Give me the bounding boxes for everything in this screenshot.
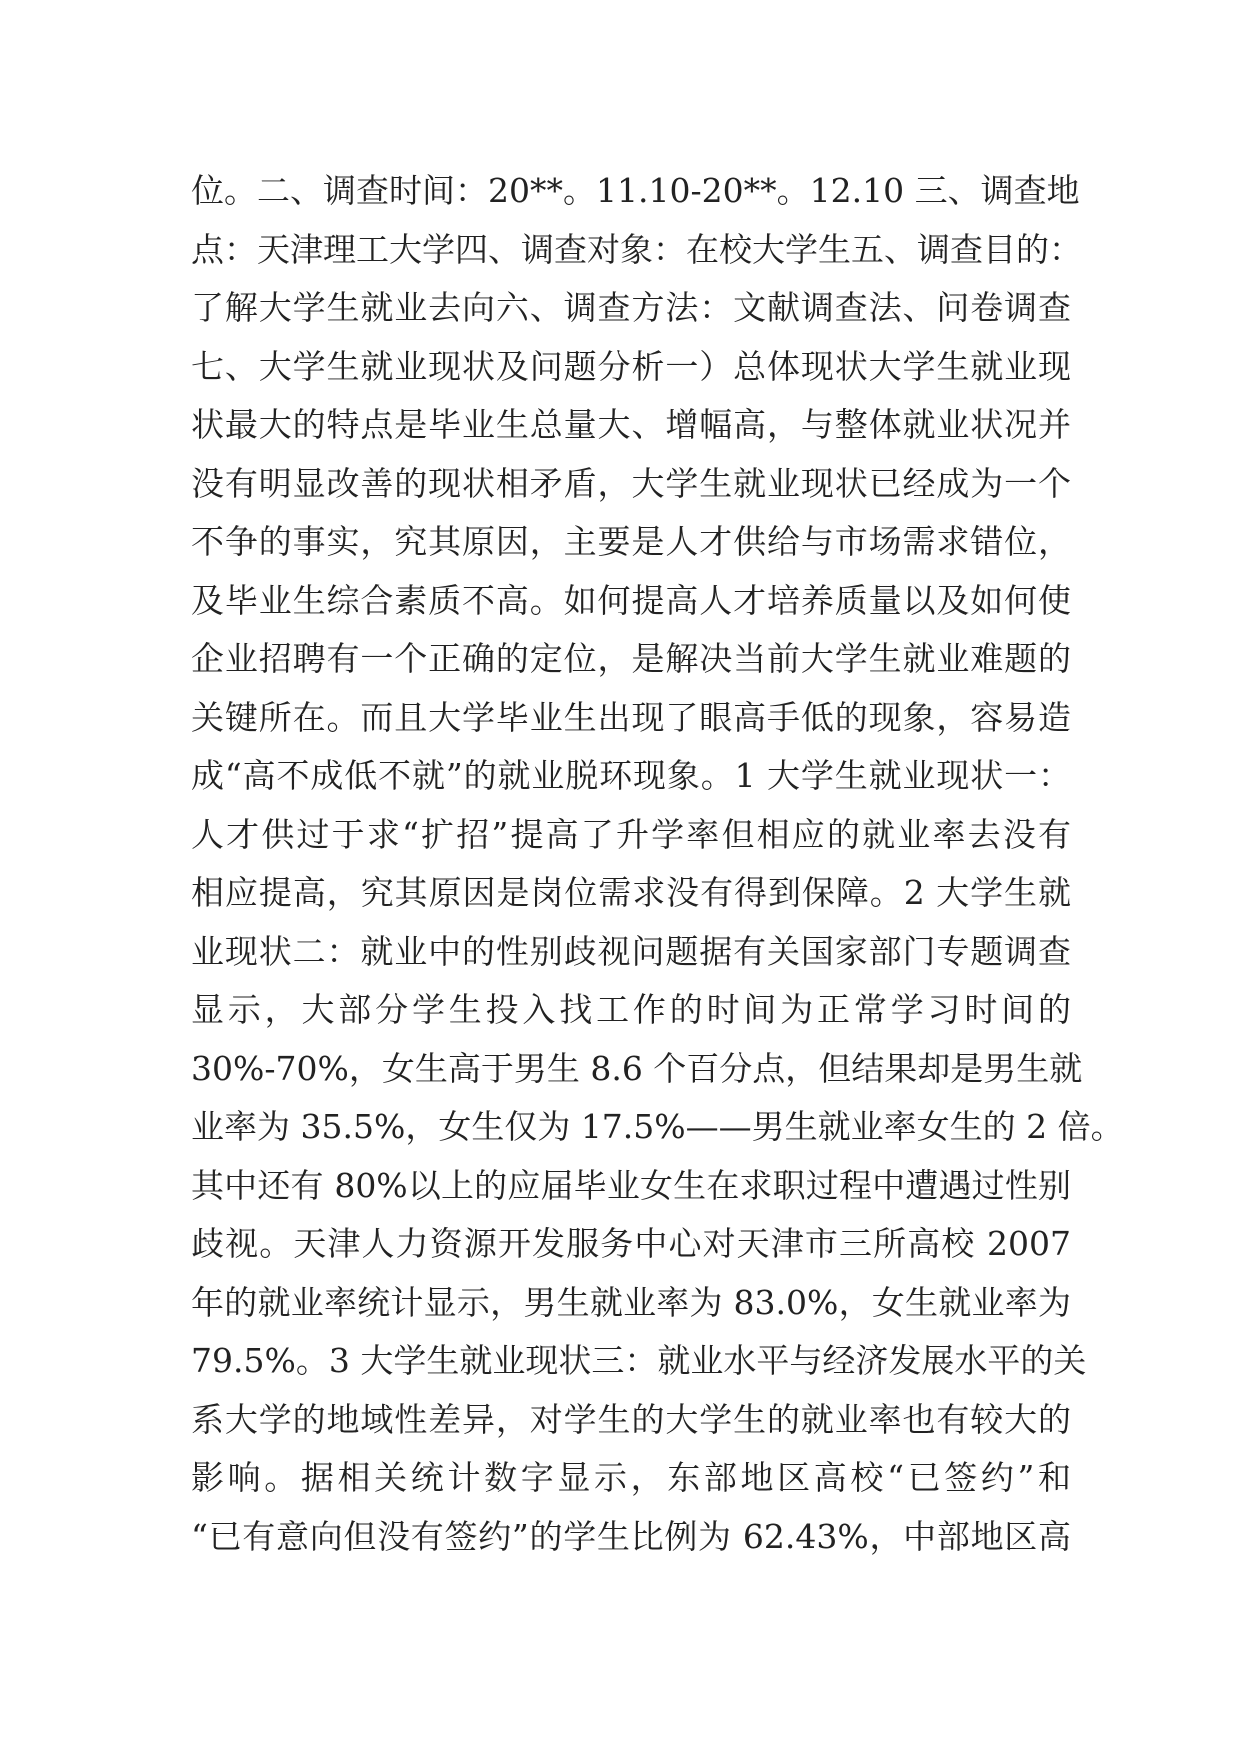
text-line: 及毕业生综合素质不高。如何提高人才培养质量以及如何使	[191, 580, 1071, 620]
text-line: 显示，大部分学生投入找工作的时间为正常学习时间的	[191, 990, 1071, 1029]
text-line: 其中还有 80%以上的应届毕业女生在求职过程中遭遇过性别	[191, 1165, 1071, 1205]
text-line: 企业招聘有一个正确的定位，是解决当前大学生就业难题的	[191, 639, 1071, 678]
text-line: 七、大学生就业现状及问题分析一）总体现状大学生就业现	[191, 346, 1071, 386]
text-line: 状最大的特点是毕业生总量大、增幅高，与整体就业状况并	[191, 405, 1071, 444]
text-line: 人才供过于求“扩招”提高了升学率但相应的就业率去没有	[191, 814, 1071, 854]
text-line: 79.5%。3 大学生就业现状三：就业水平与经济发展水平的关	[191, 1341, 1087, 1380]
text-line: 30%-70%，女生高于男生 8.6 个百分点，但结果却是男生就	[191, 1048, 1083, 1088]
text-line: “已有意向但没有签约”的学生比例为 62.43%，中部地区高	[191, 1516, 1071, 1556]
text-line: 业率为 35.5%，女生仅为 17.5%——男生就业率女生的 2 倍。	[191, 1107, 1124, 1146]
text-line: 歧视。天津人力资源开发服务中心对天津市三所高校 2007	[191, 1224, 1071, 1263]
text-line: 系大学的地域性差异，对学生的大学生的就业率也有较大的	[191, 1399, 1071, 1439]
text-line: 点：天津理工大学四、调查对象：在校大学生五、调查目的：	[191, 229, 1082, 269]
document-body	[191, 162, 1124, 1566]
text-line: 业现状二：就业中的性别歧视问题据有关国家部门专题调查	[191, 931, 1071, 971]
text-line: 影响。据相关统计数字显示，东部地区高校“已签约”和	[191, 1458, 1071, 1497]
text-line: 年的就业率统计显示，男生就业率为 83.0%，女生就业率为	[191, 1282, 1071, 1322]
text-line: 成“高不成低不就”的就业脱环现象。1 大学生就业现状一：	[191, 756, 1071, 795]
text-line: 位。二、调查时间：20**。11.10-20**。12.10 三、调查地	[191, 171, 1080, 210]
text-line: 了解大学生就业去向六、调查方法：文献调查法、问卷调查	[191, 288, 1071, 327]
text-line: 相应提高，究其原因是岗位需求没有得到保障。2 大学生就	[191, 873, 1071, 912]
text-line: 不争的事实，究其原因，主要是人才供给与市场需求错位，	[191, 522, 1071, 561]
text-line: 没有明显改善的现状相矛盾，大学生就业现状已经成为一个	[191, 463, 1071, 503]
text-line: 关键所在。而且大学毕业生出现了眼高手低的现象，容易造	[191, 697, 1071, 737]
